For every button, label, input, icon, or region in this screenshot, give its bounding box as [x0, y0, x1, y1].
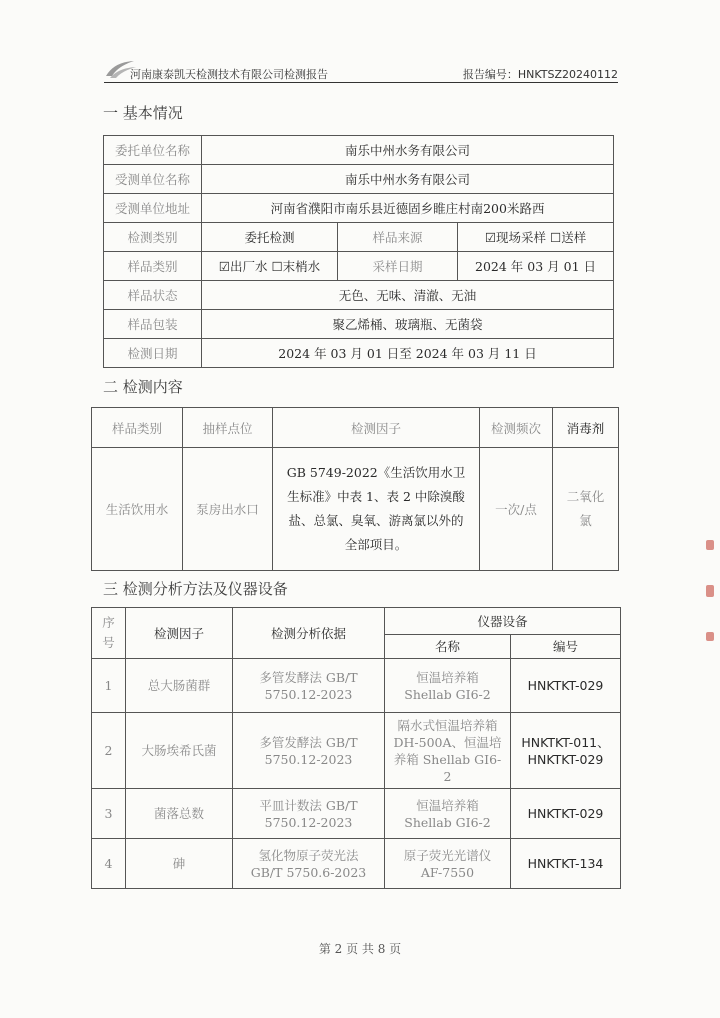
header-equipment-name: 名称 [385, 635, 511, 659]
header-frequency: 检测频次 [480, 408, 553, 448]
test-factor-cell: GB 5749-2022《生活饮用水卫生标准》中表 1、表 2 中除溴酸盐、总氯、臭氧、游离氯以外的全部项目。 [273, 448, 480, 571]
sample-type-label: 样品类别 [104, 252, 202, 281]
row-factor: 大肠埃希氏菌 [126, 713, 233, 789]
sampling-point-cell: 泵房出水口 [183, 448, 273, 571]
row-equipment-code: HNKTKT-029 [511, 659, 621, 713]
sample-source-value: ☑现场采样 ☐送样 [458, 223, 614, 252]
address-label: 受测单位地址 [104, 194, 202, 223]
report-header [104, 58, 618, 83]
frequency-cell: 一次/点 [480, 448, 553, 571]
disinfectant-cell: 二氧化氯 [553, 448, 619, 571]
row-equipment-name: 隔水式恒温培养箱 DH-500A、恒温培养箱 Shellab GI6-2 [385, 713, 511, 789]
header-equipment: 仪器设备 [385, 608, 621, 635]
seal-edge-mark [706, 540, 714, 550]
row-equipment-name: 恒温培养箱 Shellab GI6-2 [385, 789, 511, 839]
methods-equipment-table [91, 607, 621, 889]
row-equipment-code: HNKTKT-011、HNKTKT-029 [511, 713, 621, 789]
section-methods-title: 三 检测分析方法及仪器设备 [103, 580, 288, 598]
client-label: 委托单位名称 [104, 136, 202, 165]
row-method: 多管发酵法 GB/T 5750.12-2023 [233, 713, 385, 789]
row-number: 3 [92, 789, 126, 839]
sample-package-value: 聚乙烯桶、玻璃瓶、无菌袋 [202, 310, 614, 339]
inspected-label: 受测单位名称 [104, 165, 202, 194]
sample-state-value: 无色、无味、清澈、无油 [202, 281, 614, 310]
inspected-value: 南乐中州水务有限公司 [202, 165, 614, 194]
company-name: 河南康泰凯天检测技术有限公司检测报告 [130, 68, 328, 81]
header-test-factor: 检测因子 [273, 408, 480, 448]
header-sampling-point: 抽样点位 [183, 408, 273, 448]
row-number: 4 [92, 839, 126, 889]
test-type-value: 委托检测 [202, 223, 338, 252]
section-test-content-title: 二 检测内容 [103, 378, 183, 396]
test-type-label: 检测类别 [104, 223, 202, 252]
row-equipment-code: HNKTKT-029 [511, 789, 621, 839]
sample-category-cell: 生活饮用水 [92, 448, 183, 571]
row-number: 1 [92, 659, 126, 713]
test-content-table [91, 407, 619, 571]
section-basic-info-title: 一 基本情况 [103, 104, 183, 122]
header-factor: 检测因子 [126, 608, 233, 659]
sample-package-label: 样品包装 [104, 310, 202, 339]
report-number: 报告编号：HNKTSZ20240112 [462, 68, 618, 81]
test-date-label: 检测日期 [104, 339, 202, 368]
header-disinfectant: 消毒剂 [553, 408, 619, 448]
header-sample-category: 样品类别 [92, 408, 183, 448]
row-factor: 菌落总数 [126, 789, 233, 839]
row-number: 2 [92, 713, 126, 789]
row-factor: 砷 [126, 839, 233, 889]
basic-info-table [103, 135, 614, 368]
row-equipment-code: HNKTKT-134 [511, 839, 621, 889]
row-factor: 总大肠菌群 [126, 659, 233, 713]
sample-type-value: ☑出厂水 ☐末梢水 [202, 252, 338, 281]
row-equipment-name: 恒温培养箱 Shellab GI6-2 [385, 659, 511, 713]
seal-edge-mark [706, 585, 714, 597]
row-equipment-name: 原子荧光光谱仪 AF-7550 [385, 839, 511, 889]
client-value: 南乐中州水务有限公司 [202, 136, 614, 165]
header-equipment-code: 编号 [511, 635, 621, 659]
sample-state-label: 样品状态 [104, 281, 202, 310]
sampling-date-label: 采样日期 [338, 252, 458, 281]
test-date-value: 2024 年 03 月 01 日至 2024 年 03 月 11 日 [202, 339, 614, 368]
header-number: 序号 [92, 608, 126, 659]
page-number: 第 2 页 共 8 页 [318, 942, 402, 956]
sample-source-label: 样品来源 [338, 223, 458, 252]
seal-edge-mark [706, 632, 714, 641]
header-method: 检测分析依据 [233, 608, 385, 659]
row-method: 多管发酵法 GB/T 5750.12-2023 [233, 659, 385, 713]
address-value: 河南省濮阳市南乐县近德固乡睢庄村南200米路西 [202, 194, 614, 223]
sampling-date-value: 2024 年 03 月 01 日 [458, 252, 614, 281]
row-method: 氢化物原子荧光法 GB/T 5750.6-2023 [233, 839, 385, 889]
row-method: 平皿计数法 GB/T 5750.12-2023 [233, 789, 385, 839]
